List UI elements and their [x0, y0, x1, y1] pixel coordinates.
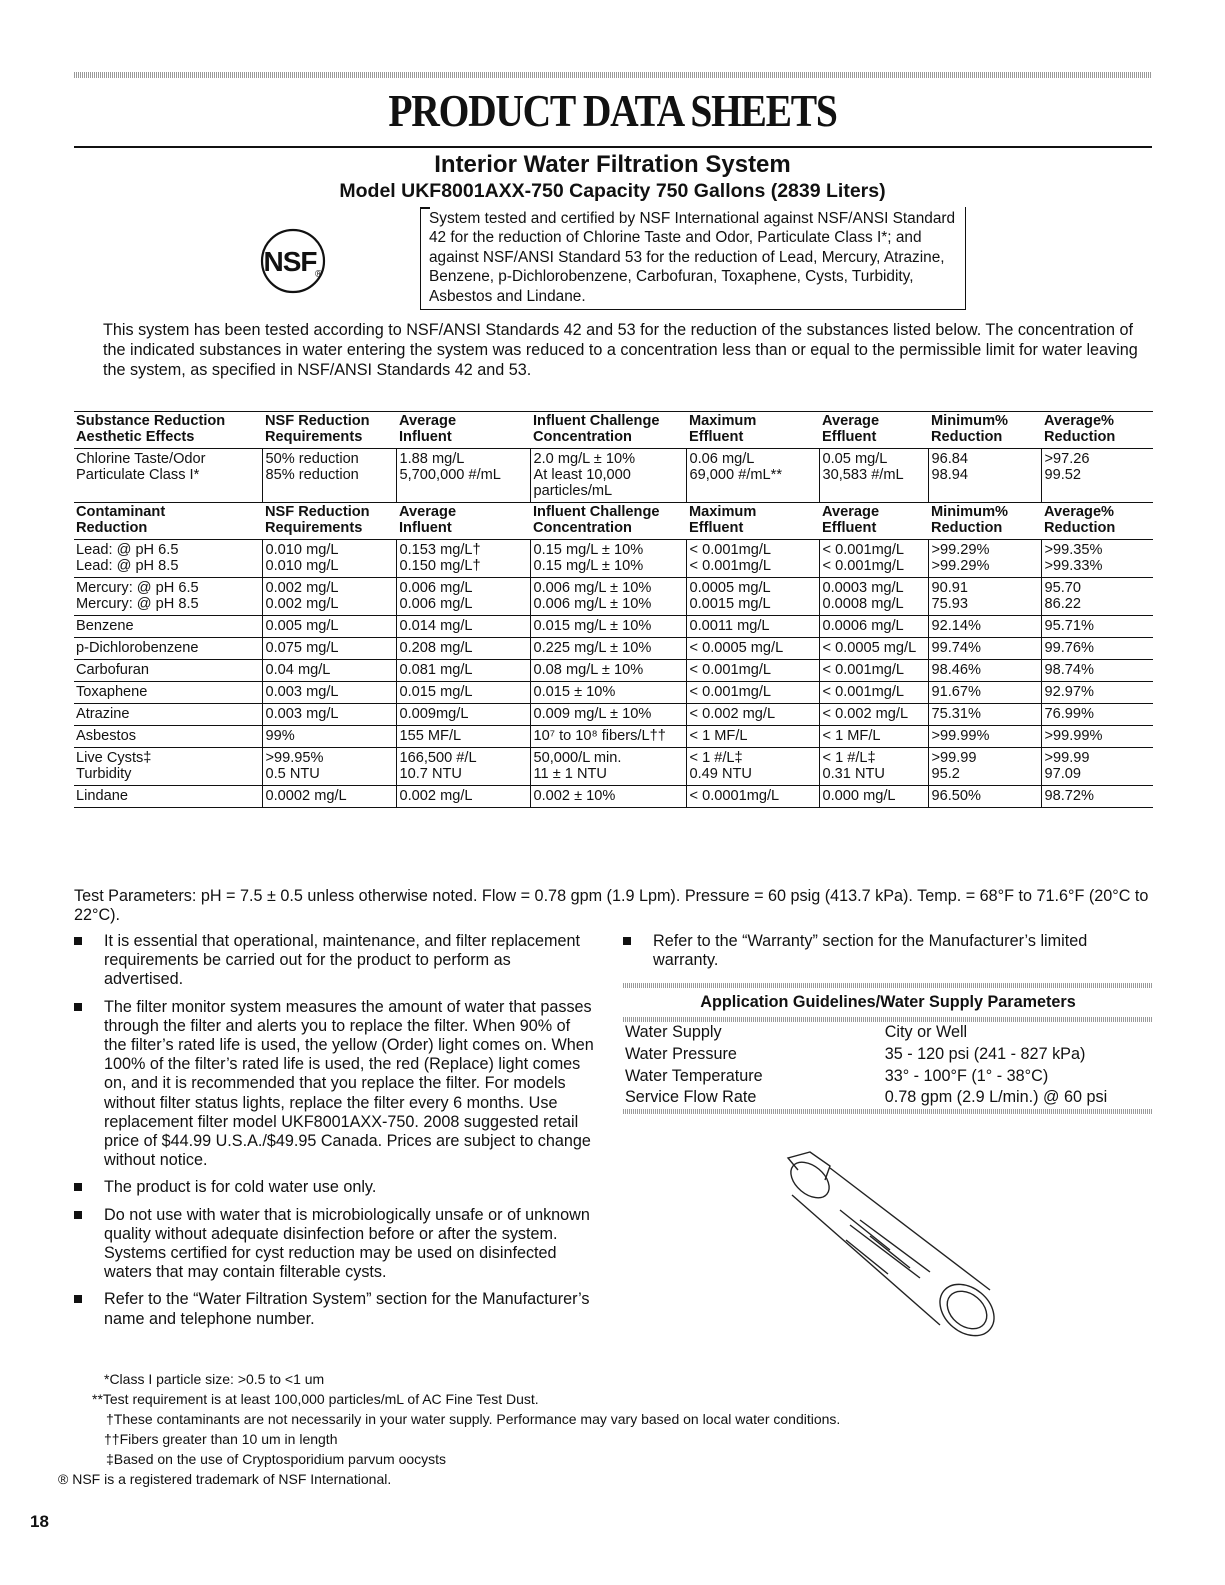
- table-row-cell: 0.005 mg/L: [262, 616, 396, 638]
- bullet-square-icon: [74, 1295, 82, 1303]
- table-row-cell: < 0.001mg/L: [686, 660, 819, 682]
- aesthetic-header-row-cell: Substance Reduction Aesthetic Effects: [74, 412, 262, 449]
- footnote: ††Fibers greater than 10 um in length: [104, 1431, 338, 1447]
- table-row-cell: 0.002 mg/L: [396, 786, 530, 808]
- table-row-cell: 98.74%: [1041, 660, 1153, 682]
- table-row-cell: 92.14%: [928, 616, 1041, 638]
- table-row-cell: 95.71%: [1041, 616, 1153, 638]
- table-row-cell: >99.29% >99.29%: [928, 540, 1041, 578]
- application-title: Application Guidelines/Water Supply Parameters: [700, 993, 1076, 1011]
- table-row-cell: Live Cysts‡ Turbidity: [74, 748, 262, 786]
- table-row-cell: 96.84 98.94: [928, 449, 1041, 503]
- parameter-value: 0.78 gpm (2.9 L/min.) @ 60 psi: [884, 1088, 1108, 1107]
- table-row-cell: >99.95% 0.5 NTU: [262, 748, 396, 786]
- parameter-label: Water Pressure: [625, 1044, 737, 1063]
- table-row-cell: 98.46%: [928, 660, 1041, 682]
- note-text: Refer to the “Water Filtration System” section for the Manufacturer’s name and telephone number.: [104, 1290, 590, 1328]
- table-row-cell: 0.075 mg/L: [262, 638, 396, 660]
- footnote: **Test requirement is at least 100,000 particles/mL of AC Fine Test Dust.: [92, 1391, 539, 1407]
- bullet-square-icon: [74, 1183, 82, 1191]
- table-row-cell: 0.014 mg/L: [396, 616, 530, 638]
- table-row-cell: 91.67%: [928, 682, 1041, 704]
- application-row: [623, 1022, 1153, 1044]
- table-row-cell: 99.76%: [1041, 638, 1153, 660]
- table-row-cell: 0.009mg/L: [396, 704, 530, 726]
- table-row-cell: 0.05 mg/L 30,583 #/mL: [819, 449, 928, 503]
- performance-data-table: [74, 411, 1153, 808]
- table-row-cell: 90.91 75.93: [928, 578, 1041, 616]
- table-row-cell: < 0.0005 mg/L: [819, 638, 928, 660]
- table-row-cell: 0.006 mg/L ± 10% 0.006 mg/L ± 10%: [530, 578, 686, 616]
- aesthetic-header-row-cell: Influent Challenge Concentration: [530, 412, 686, 449]
- table-row-cell: < 1 #/L‡ 0.49 NTU: [686, 748, 819, 786]
- table-row-cell: < 0.001mg/L: [686, 682, 819, 704]
- aesthetic-header-row-cell: Maximum Effluent: [686, 412, 819, 449]
- note-item: [74, 1178, 594, 1197]
- table-row-cell: p-Dichlorobenzene: [74, 638, 262, 660]
- table-row-cell: >97.26 99.52: [1041, 449, 1153, 503]
- note-text: The product is for cold water use only.: [104, 1178, 377, 1197]
- table-row-cell: 10⁷ to 10⁸ fibers/L††: [530, 726, 686, 748]
- table-row-cell: 0.015 ± 10%: [530, 682, 686, 704]
- table-row-cell: < 1 #/L‡ 0.31 NTU: [819, 748, 928, 786]
- table-row: [74, 449, 1153, 503]
- parameter-label: Water Supply: [625, 1023, 722, 1041]
- application-row: [623, 1066, 1153, 1088]
- table-row-cell: 0.08 mg/L ± 10%: [530, 660, 686, 682]
- footnotes: [58, 1369, 841, 1489]
- table-row-cell: 0.081 mg/L: [396, 660, 530, 682]
- section-subtitle: Interior Water Filtration System: [434, 151, 791, 178]
- parameter-label: Service Flow Rate: [625, 1088, 757, 1107]
- table-row-cell: < 0.002 mg/L: [686, 704, 819, 726]
- footnote: ® NSF is a registered trademark of NSF International.: [58, 1471, 392, 1487]
- table-row: [74, 682, 1153, 704]
- note-item: [74, 998, 594, 1171]
- parameter-label: Water Temperature: [625, 1066, 763, 1085]
- application-bottom-hatch: [623, 1109, 1153, 1114]
- note-text: It is essential that operational, maintenance, and filter replacement requirements be carried out for the product to perform as advertised.: [104, 932, 581, 989]
- table-row-cell: Atrazine: [74, 704, 262, 726]
- table-row-cell: 0.002 ± 10%: [530, 786, 686, 808]
- table-row-cell: Toxaphene: [74, 682, 262, 704]
- parameter-value: City or Well: [884, 1023, 968, 1041]
- table-row-cell: 99%: [262, 726, 396, 748]
- table-row: [74, 638, 1153, 660]
- intro-paragraph: This system has been tested according to NSF/ANSI Standards 42 and 53 for the reduction of the substances listed below. The concentration of the indicated substances in water entering the system was reduced to a concentration less than or equal to the permissible limit for water leaving the system, as specified in NSF/ANSI Standards 42 and 53.: [103, 321, 1138, 379]
- table-row: [74, 726, 1153, 748]
- table-row: [74, 748, 1153, 786]
- table-row-cell: Lead: @ pH 6.5 Lead: @ pH 8.5: [74, 540, 262, 578]
- table-row: [74, 616, 1153, 638]
- contaminant-header-row-cell: Minimum% Reduction: [928, 503, 1041, 540]
- table-row-cell: 99.74%: [928, 638, 1041, 660]
- table-row-cell: < 0.001mg/L < 0.001mg/L: [686, 540, 819, 578]
- table-row-cell: 95.70 86.22: [1041, 578, 1153, 616]
- aesthetic-header-row-cell: Average Effluent: [819, 412, 928, 449]
- table-row-cell: 0.015 mg/L: [396, 682, 530, 704]
- table-row-cell: 0.225 mg/L ± 10%: [530, 638, 686, 660]
- table-row-cell: 0.0006 mg/L: [819, 616, 928, 638]
- table-row: [74, 578, 1153, 616]
- table-row-cell: < 0.0001mg/L: [686, 786, 819, 808]
- contaminant-header-row: [74, 503, 1153, 540]
- table-row-cell: 0.003 mg/L: [262, 704, 396, 726]
- table-row-cell: >99.99 95.2: [928, 748, 1041, 786]
- contaminant-header-row-cell: Maximum Effluent: [686, 503, 819, 540]
- footnote: †These contaminants are not necessarily in your water supply. Performance may vary based on local water conditions.: [106, 1411, 841, 1427]
- nsf-logo-mark: ®: [315, 269, 323, 280]
- table-row: [74, 704, 1153, 726]
- table-row-cell: >99.99%: [928, 726, 1041, 748]
- table-row-cell: 0.000 mg/L: [819, 786, 928, 808]
- note-text: Refer to the “Warranty” section for the Manufacturer’s limited warranty.: [653, 932, 1088, 970]
- page-title: PRODUCT DATA SHEETS: [388, 85, 837, 136]
- nsf-logo-text: NSF: [263, 246, 317, 277]
- table-row-cell: 0.0005 mg/L 0.0015 mg/L: [686, 578, 819, 616]
- note-text: The filter monitor system measures the amount of water that passes through the filter and alerts you to replace the filter. When 90% of the filter’s rated life is used, the yellow (Order) light comes on. When 100% of the filter’s rated life is used, the red (Replace) light comes on, and it is recommended that you replace the filter. For models without filter status lights, replace the filter every 6 months. Use replacement filter model UKF8001AXX-750. 2008 suggested retail price of $44.99 U.S.A./$49.95 Canada. Prices are subject to change without notice.: [104, 997, 594, 1170]
- table-row-cell: 155 MF/L: [396, 726, 530, 748]
- contaminant-header-row-cell: NSF Reduction Requirements: [262, 503, 396, 540]
- table-row-cell: 0.009 mg/L ± 10%: [530, 704, 686, 726]
- table-row: [74, 540, 1153, 578]
- footnote: ‡Based on the use of Cryptosporidium parvum oocysts: [106, 1451, 447, 1467]
- table-row-cell: 0.006 mg/L 0.006 mg/L: [396, 578, 530, 616]
- table-row-cell: Carbofuran: [74, 660, 262, 682]
- table-row-cell: 0.003 mg/L: [262, 682, 396, 704]
- note-item: [623, 932, 1143, 970]
- table-row-cell: 76.99%: [1041, 704, 1153, 726]
- table-row-cell: 2.0 mg/L ± 10% At least 10,000 particles/mL: [530, 449, 686, 503]
- filter-cartridge-illustration: [770, 1150, 1015, 1345]
- aesthetic-header-row-cell: Minimum% Reduction: [928, 412, 1041, 449]
- table-row-cell: Chlorine Taste/Odor Particulate Class I*: [74, 449, 262, 503]
- aesthetic-header-row: [74, 412, 1153, 449]
- note-item: [74, 932, 594, 990]
- bullet-square-icon: [623, 937, 631, 945]
- table-row-cell: 0.153 mg/L† 0.150 mg/L†: [396, 540, 530, 578]
- table-row-cell: Asbestos: [74, 726, 262, 748]
- bullet-square-icon: [74, 937, 82, 945]
- table-row-cell: < 0.001mg/L: [819, 682, 928, 704]
- notes-right: [623, 932, 1143, 978]
- table-row-cell: 98.72%: [1041, 786, 1153, 808]
- nsf-logo: [240, 228, 346, 294]
- note-item: [74, 1290, 594, 1328]
- table-row-cell: < 0.002 mg/L: [819, 704, 928, 726]
- table-row-cell: < 1 MF/L: [819, 726, 928, 748]
- table-row-cell: 75.31%: [928, 704, 1041, 726]
- table-row-cell: >99.99%: [1041, 726, 1153, 748]
- contaminant-header-row-cell: Contaminant Reduction: [74, 503, 262, 540]
- application-guidelines: [623, 983, 1153, 1114]
- application-table: [623, 1022, 1153, 1109]
- contaminant-header-row-cell: Average Influent: [396, 503, 530, 540]
- table-row-cell: < 0.0005 mg/L: [686, 638, 819, 660]
- top-hatch-rule: [74, 72, 1152, 78]
- table-row-cell: 1.88 mg/L 5,700,000 #/mL: [396, 449, 530, 503]
- contaminant-header-row-cell: Influent Challenge Concentration: [530, 503, 686, 540]
- table-row-cell: < 0.001mg/L < 0.001mg/L: [819, 540, 928, 578]
- bullet-square-icon: [74, 1003, 82, 1011]
- notes-left: [74, 932, 594, 1337]
- note-item: [74, 1206, 594, 1283]
- aesthetic-header-row-cell: Average Influent: [396, 412, 530, 449]
- table-row-cell: 0.015 mg/L ± 10%: [530, 616, 686, 638]
- table-row-cell: Lindane: [74, 786, 262, 808]
- page-number: 18: [30, 1512, 49, 1531]
- table-row-cell: >99.35% >99.33%: [1041, 540, 1153, 578]
- bullet-square-icon: [74, 1211, 82, 1219]
- table-row-cell: Benzene: [74, 616, 262, 638]
- table-row: [74, 660, 1153, 682]
- table-row-cell: Mercury: @ pH 6.5 Mercury: @ pH 8.5: [74, 578, 262, 616]
- table-row-cell: 0.15 mg/L ± 10% 0.15 mg/L ± 10%: [530, 540, 686, 578]
- parameter-value: 33° - 100°F (1° - 38°C): [884, 1066, 1049, 1085]
- table-row-cell: 0.0003 mg/L 0.0008 mg/L: [819, 578, 928, 616]
- table-row-cell: 0.06 mg/L 69,000 #/mL**: [686, 449, 819, 503]
- table-row-cell: 0.208 mg/L: [396, 638, 530, 660]
- table-row-cell: 0.0011 mg/L: [686, 616, 819, 638]
- table-row-cell: 96.50%: [928, 786, 1041, 808]
- table-row-cell: >99.99 97.09: [1041, 748, 1153, 786]
- certification-box: System tested and certified by NSF International against NSF/ANSI Standard 42 for the reduction of Chlorine Taste and Odor, Particulate Class I*; and against NSF/ANSI Standard 53 for the reduction of Lead, Mercury, Atrazine, Benzene, p-Dichlorobenzene, Carbofuran, Toxaphene, Cysts, Turbidity, Asbestos and Lindane.: [420, 207, 966, 310]
- table-row-cell: 0.010 mg/L 0.010 mg/L: [262, 540, 396, 578]
- aesthetic-header-row-cell: Average% Reduction: [1041, 412, 1153, 449]
- table-row-cell: 166,500 #/L 10.7 NTU: [396, 748, 530, 786]
- footnote: *Class I particle size: >0.5 to <1 um: [104, 1371, 325, 1387]
- table-row-cell: 92.97%: [1041, 682, 1153, 704]
- model-heading: Model UKF8001AXX-750 Capacity 750 Gallons (2839 Liters): [339, 180, 886, 202]
- table-row-cell: 0.04 mg/L: [262, 660, 396, 682]
- table-row-cell: < 0.001mg/L: [819, 660, 928, 682]
- table-row-cell: 50% reduction 85% reduction: [262, 449, 396, 503]
- table-row-cell: 0.002 mg/L 0.002 mg/L: [262, 578, 396, 616]
- parameter-value: 35 - 120 psi (241 - 827 kPa): [884, 1044, 1086, 1063]
- test-parameters: Test Parameters: pH = 7.5 ± 0.5 unless otherwise noted. Flow = 0.78 gpm (1.9 Lpm). Pressure = 60 psig (413.7 kPa). Temp. = 68°F to 71.6°F (20°C to 22°C).: [74, 887, 1149, 924]
- note-text: Do not use with water that is microbiologically unsafe or of unknown quality without adequate disinfection before or after the system. Systems certified for cyst reduction may be used on disinfected waters that may contain filterable cysts.: [104, 1205, 590, 1282]
- table-row-cell: 0.0002 mg/L: [262, 786, 396, 808]
- aesthetic-header-row-cell: NSF Reduction Requirements: [262, 412, 396, 449]
- contaminant-header-row-cell: Average Effluent: [819, 503, 928, 540]
- title-rule: [74, 146, 1152, 148]
- application-top-hatch: [623, 983, 1153, 988]
- contaminant-header-row-cell: Average% Reduction: [1041, 503, 1153, 540]
- application-row: [623, 1044, 1153, 1066]
- table-row-cell: < 1 MF/L: [686, 726, 819, 748]
- application-row: [623, 1087, 1153, 1109]
- table-row: [74, 786, 1153, 808]
- table-row-cell: 50,000/L min. 11 ± 1 NTU: [530, 748, 686, 786]
